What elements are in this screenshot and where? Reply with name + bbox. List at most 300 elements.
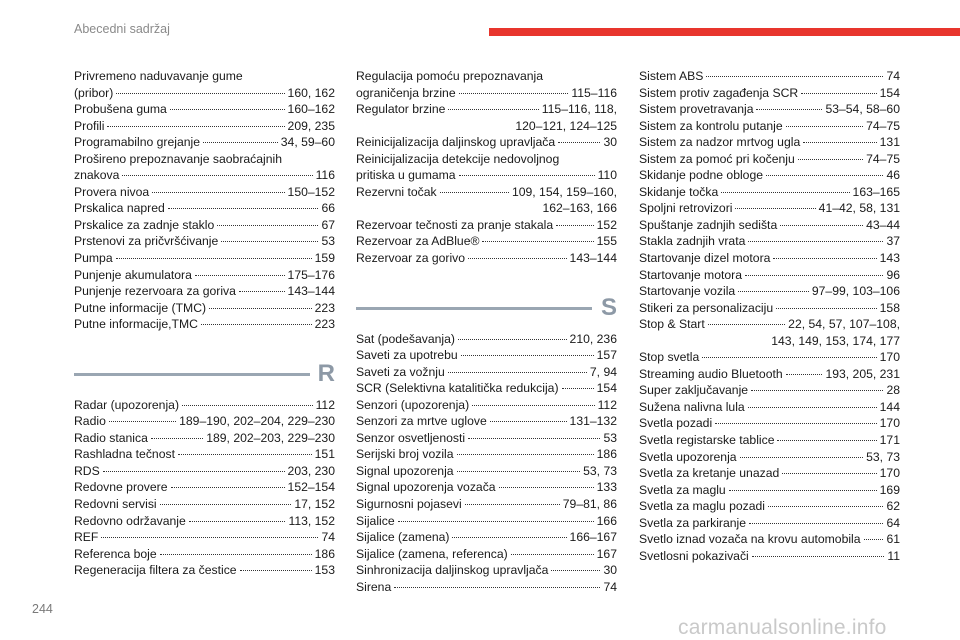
entry-title: znakova [74,168,120,183]
dot-leader [178,453,312,455]
entry-line [356,413,617,430]
entry-line [639,399,900,416]
entry-line [74,200,335,217]
dot-leader [782,472,876,474]
index-entry [356,184,617,217]
index-entry [74,513,335,530]
page-reference: 160–162 [287,102,335,117]
index-entry [356,347,617,364]
index-entry [74,316,335,333]
index-entry [74,101,335,118]
index-entry [356,446,617,463]
page-reference: 186 [314,546,335,561]
index-entry [74,479,335,496]
entry-line [356,479,617,496]
page-reference: 189, 202–203, 229–230 [206,430,335,445]
entry-title: Stakla zadnjih vrata [639,234,746,249]
page-reference: 109, 154, 159–160, [511,184,617,199]
index-entry [356,380,617,397]
page-reference: 22, 54, 57, 107–108, [788,317,900,332]
entry-title: Programabilno grejanje [74,135,201,150]
section-letter: S [600,293,617,321]
entry-title: Sinhronizacija daljinskog upravljača [356,563,549,578]
entry-title: Svetlo iznad vozača na krovu automobila [639,532,861,547]
page-reference: 74–75 [866,118,900,133]
index-entry [356,233,617,250]
dot-leader [729,489,877,491]
page-reference: 74–75 [866,151,900,166]
entry-line [639,465,900,482]
index-entry [356,397,617,414]
entry-title: Pumpa [74,251,113,266]
index-entry [639,283,900,300]
entry-line [74,267,335,284]
entry-line [639,85,900,102]
entry-title: Punjenje akumulatora [74,267,192,282]
page-reference: 175–176 [287,267,335,282]
page-reference: 203, 230 [287,463,335,478]
entry-title: Sistem za pomoć pri kočenju [639,151,795,166]
page-reference: 154 [879,85,900,100]
entry-line [356,579,617,596]
entry-line [639,382,900,399]
entry-title: Startovanje vozila [639,284,736,299]
entry-line [639,316,900,333]
entry-line [356,529,617,546]
page-reference: 160, 162 [287,85,335,100]
index-entry [356,496,617,513]
index-entry [639,548,900,565]
index-entry [639,134,900,151]
index-entry [74,463,335,480]
page-reference: 131–132 [569,414,617,429]
dot-leader [459,174,595,176]
page-reference: 79–81, 86 [562,497,617,512]
dot-leader [168,207,319,209]
entry-line [356,101,617,118]
page-reference: 151 [314,447,335,462]
index-entry [639,449,900,466]
dot-leader [201,323,312,325]
entry-title: Provera nivoa [74,184,150,199]
index-entry [356,101,617,134]
dot-leader [448,108,538,110]
entry-line [356,562,617,579]
entry-title: Signal upozorenja vozača [356,480,496,495]
entry-line [639,151,900,168]
entry-title: Svetla za kretanje unazad [639,466,780,481]
page-reference: 97–99, 103–106 [811,284,900,299]
entry-title: Svetla pozadi [639,416,713,431]
entry-title: Sigurnosni pojasevi [356,497,462,512]
entry-title: Referenca boje [74,546,157,561]
index-entry [74,283,335,300]
entry-title: Reinicijalizacija daljinskog upravljača [356,135,556,150]
entry-line [356,134,617,151]
index-column-3 [639,68,900,564]
dot-leader [151,437,203,439]
index-entry [356,413,617,430]
dot-leader [777,439,876,441]
index-block [356,68,617,267]
page-reference: 210, 236 [569,331,617,346]
section-header [74,359,335,393]
entry-title: Prskalica napred [74,201,165,216]
page-reference: 152 [596,217,617,232]
entry-line [356,430,617,447]
entry-title: Sijalice (zamena, referenca) [356,546,508,561]
entry-title: Redovne provere [74,480,168,495]
entry-title: Sužena nalivna lula [639,399,745,414]
entry-line [74,463,335,480]
page-reference: 193, 205, 231 [825,366,900,381]
index-entry [639,415,900,432]
dot-leader [240,569,312,571]
index-entry [74,250,335,267]
dot-leader [756,108,822,110]
dot-leader [152,191,284,193]
entry-line [74,101,335,118]
dot-leader [459,92,569,94]
entry-title: Rezervoar za gorivo [356,251,466,266]
page-reference: 170 [879,350,900,365]
entry-line [356,331,617,348]
entry-line [639,184,900,201]
page-reference: 159 [314,251,335,266]
entry-line [356,397,617,414]
page-reference: 112 [597,397,617,412]
index-entry [356,430,617,447]
entry-title: Radio [74,414,106,429]
index-entry [639,399,900,416]
page-reference: 144 [879,399,900,414]
entry-title: Spoljni retrovizori [639,201,733,216]
entry-line [639,250,900,267]
dot-leader [103,470,285,472]
entry-line [356,513,617,530]
dot-leader [182,404,313,406]
dot-leader [798,158,863,160]
entry-title: Rezervoar za AdBlue® [356,234,480,249]
index-entry [74,529,335,546]
page-reference: 157 [596,348,617,363]
entry-title: Regulator brzine [356,102,446,117]
page-reference: 131 [879,135,900,150]
dot-leader [702,356,876,358]
dot-leader [101,536,318,538]
entry-title: Skidanje podne obloge [639,168,764,183]
page-reference: 53, 73 [583,463,617,478]
entry-line [639,366,900,383]
index-entry [356,463,617,480]
entry-line [74,167,335,184]
entry-title: Senzor osvetljenosti [356,430,466,445]
entry-line [74,184,335,201]
index-entry [74,397,335,414]
entry-line [639,498,900,515]
entry-line [74,118,335,135]
entry-title: Saveti za upotrebu [356,348,458,363]
dot-leader [195,274,285,276]
page-reference: 143–144 [287,284,335,299]
dot-leader [751,389,883,391]
entry-line [74,496,335,513]
dot-leader [511,553,594,555]
page-reference: 37 [886,234,900,249]
entry-line [74,413,335,430]
entry-title: Signal upozorenja [356,463,454,478]
page-reference: 46 [886,168,900,183]
index-entry [639,316,900,349]
entry-line [74,479,335,496]
entry-title: SCR (Selektivna katalitička redukcija) [356,381,559,396]
entry-line [639,233,900,250]
page-reference: 96 [886,267,900,282]
section-divider [356,307,592,310]
dot-leader [745,274,883,276]
index-entry [74,562,335,579]
dot-leader [394,586,600,588]
entry-title-line: Privremeno naduvavanje gume [74,69,243,83]
dot-leader [239,290,285,292]
entry-line [356,85,617,102]
index-entry [74,134,335,151]
entry-title: Stikeri za personalizaciju [639,300,774,315]
entry-title: Redovno održavanje [74,513,186,528]
entry-title: Prstenovi za pričvršćivanje [74,234,219,249]
dot-leader [116,92,284,94]
page-reference: 115–116, 118, [541,102,617,117]
page-reference: 113, 152 [288,513,335,528]
entry-title: Startovanje dizel motora [639,251,771,266]
index-entry [74,446,335,463]
page-reference: 17, 152 [294,497,335,512]
entry-title: Skidanje točka [639,184,719,199]
dot-leader [170,108,285,110]
index-entry [639,217,900,234]
page-reference-continued: 120–121, 124–125 [515,118,617,133]
page-reference: 186 [596,447,617,462]
entry-line [639,217,900,234]
dot-leader [189,520,286,522]
dot-leader [458,338,567,340]
index-column-2 [356,68,617,595]
index-entry [639,68,900,85]
entry-line [639,283,900,300]
entry-line [639,515,900,532]
index-entry [74,546,335,563]
dot-leader [472,404,594,406]
dot-leader [752,555,885,557]
page-reference: 30 [603,135,617,150]
index-entry [639,101,900,118]
header-title: Abecedni sadržaj [74,22,170,36]
dot-leader [468,257,566,259]
page-reference: 74 [603,579,617,594]
index-entry [356,479,617,496]
dot-leader [452,536,566,538]
dot-leader [171,486,285,488]
section-letter: R [317,359,335,387]
entry-title: Svetla registarske tablice [639,433,775,448]
entry-line [356,217,617,234]
entry-title: (pribor) [74,85,114,100]
entry-title: REF [74,530,99,545]
page-reference: 158 [879,300,900,315]
entry-title: Sirena [356,579,392,594]
entry-line [639,415,900,432]
page-reference: 116 [315,168,335,183]
page-reference: 43–44 [866,217,900,232]
index-entry [356,331,617,348]
entry-line [74,85,335,102]
dot-leader [562,387,594,389]
index-entry [639,167,900,184]
page-reference: 74 [886,69,900,83]
entry-title: Svetlosni pokazivači [639,548,749,563]
dot-leader [749,522,883,524]
page-reference: 112 [315,397,335,412]
entry-title: Sat (podešavanja) [356,331,455,346]
entry-title: Sistem ABS [639,69,704,83]
page-reference: 150–152 [287,184,335,199]
entry-line [74,430,335,447]
entry-line [639,200,900,217]
dot-leader [721,191,849,193]
dot-leader [221,240,318,242]
index-column-1 [74,68,335,579]
entry-title: Sijalice [356,513,395,528]
dot-leader [766,174,883,176]
index-entry [639,151,900,168]
index-entry [356,546,617,563]
entry-title: Super zaključavanje [639,383,749,398]
entry-line [74,316,335,333]
index-entry [74,118,335,135]
entry-title: Prskalice za zadnje staklo [74,217,215,232]
entry-title: Stop svetla [639,350,700,365]
dot-leader [801,92,876,94]
page-reference: 53 [603,430,617,445]
entry-line [639,118,900,135]
entry-line [74,562,335,579]
dot-leader [457,470,581,472]
entry-title: Svetla za maglu [639,482,726,497]
entry-line [356,364,617,381]
index-entry [639,465,900,482]
entry-title: pritiska u gumama [356,168,456,183]
entry-line [74,233,335,250]
index-entry [356,151,617,184]
dot-leader [776,307,877,309]
entry-line [639,432,900,449]
entry-title-line: Regulacija pomoću prepoznavanja [356,69,543,83]
header-accent-bar [489,28,960,36]
page-reference: 53–54, 58–60 [825,102,900,117]
index-block [74,68,335,333]
index-entry [74,184,335,201]
index-entry [74,267,335,284]
entry-line [74,446,335,463]
dot-leader [708,323,785,325]
page-reference: 41–42, 58, 131 [818,201,900,216]
entry-title: Sistem za kontrolu putanje [639,118,783,133]
page-reference: 11 [887,548,900,563]
page-reference-continued: 143, 149, 153, 174, 177 [771,333,900,348]
page-reference: 153 [314,563,335,578]
page-reference: 154 [596,381,617,396]
index-entry [74,496,335,513]
dot-leader [109,420,176,422]
page-reference: 115–116 [571,85,617,100]
index-entry [356,217,617,234]
dot-leader [864,538,884,540]
page-reference: 53 [321,234,335,249]
dot-leader [706,75,883,77]
entry-title: Putne informacije,TMC [74,317,198,332]
index-block [639,68,900,564]
entry-title: Punjenje rezervoara za goriva [74,284,236,299]
entry-line [74,250,335,267]
index-entry [639,300,900,317]
entry-line [356,347,617,364]
entry-line [639,349,900,366]
index-entry [356,250,617,267]
entry-line [639,267,900,284]
dot-leader [786,373,823,375]
index-entry [639,498,900,515]
page-reference: 66 [321,201,335,216]
index-entry [639,432,900,449]
entry-title: Serijski broj vozila [356,447,454,462]
dot-leader [217,224,318,226]
entry-line [356,546,617,563]
page-reference: 170 [879,466,900,481]
dot-leader [499,486,594,488]
dot-leader [748,240,883,242]
index-section [74,359,335,579]
entry-line [74,529,335,546]
page-reference: 163–165 [852,184,900,199]
index-entry [639,267,900,284]
index-entry [356,579,617,596]
dot-leader [461,354,594,356]
page-reference: 167 [596,546,617,561]
page-reference: 143–144 [569,251,617,266]
dot-leader [740,456,864,458]
entry-title: Saveti za vožnju [356,364,445,379]
dot-leader [209,307,312,309]
index-entry [639,482,900,499]
entry-line [356,496,617,513]
index-entry [74,430,335,447]
dot-leader [780,224,863,226]
entry-title: Radar (upozorenja) [74,397,180,412]
dot-leader [490,420,567,422]
page-reference: 34, 59–60 [280,135,335,150]
entry-line [356,446,617,463]
dot-leader [551,569,600,571]
dot-leader [116,257,312,259]
page-reference: 209, 235 [287,118,335,133]
entry-title: ograničenja brzine [356,85,456,100]
entry-title: Sistem provetravanja [639,102,754,117]
page-reference: 152–154 [287,480,335,495]
entry-title: Svetla upozorenja [639,449,737,464]
entry-title-line: Prošireno prepoznavanje saobraćajnih [74,151,282,166]
entry-title: Redovni servisi [74,497,157,512]
index-entry [639,382,900,399]
